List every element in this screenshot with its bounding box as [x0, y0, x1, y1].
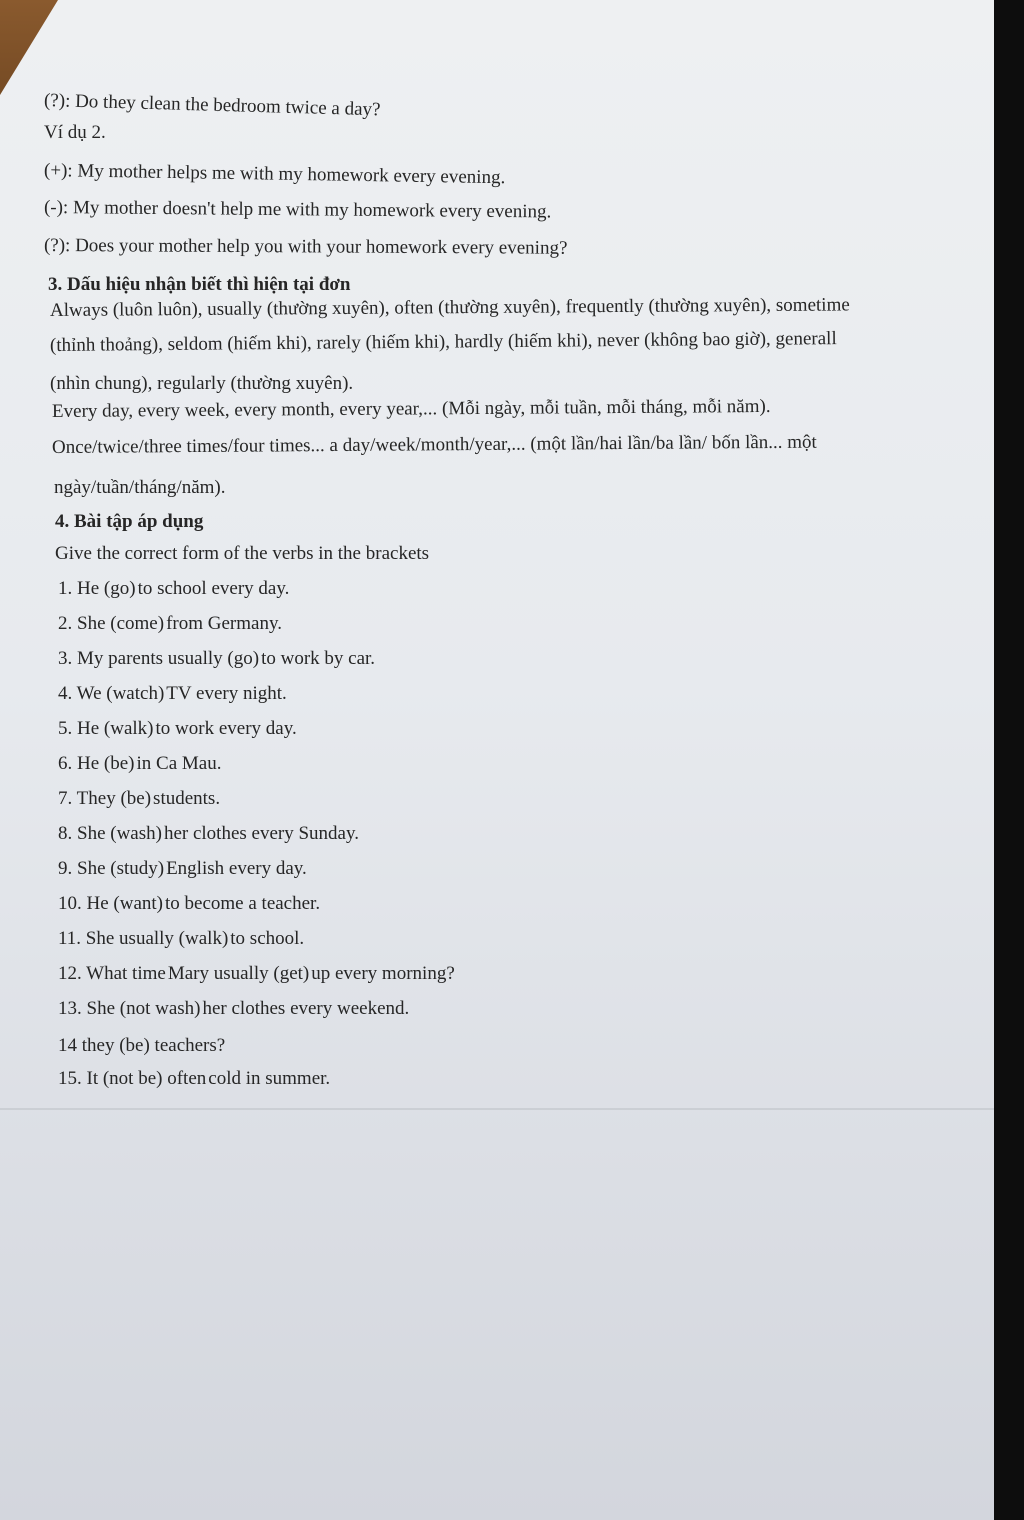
item-prompt: 1. He (go)	[58, 578, 136, 599]
item-middle: Mary usually (get)	[167, 963, 310, 984]
signal-words-line-2: (thỉnh thoảng), seldom (hiếm khi), rarely (hiếm khi), hardly (hiếm khi), never (không bao giờ), generall	[49, 328, 837, 356]
exercise-item-8	[58, 823, 359, 845]
item-prompt: 8. She (wash)	[58, 823, 162, 844]
exercise-item-10	[58, 893, 320, 915]
item-tail: TV every night.	[166, 683, 287, 704]
exercise-item-4	[58, 683, 287, 705]
exercise-item-11	[58, 928, 304, 950]
item-tail: up every morning?	[311, 963, 455, 984]
item-tail: to work by car.	[261, 648, 376, 669]
item-tail: cold in summer.	[208, 1068, 331, 1089]
exercise-item-2	[58, 613, 282, 635]
exercise-item-1	[58, 578, 289, 600]
item-tail: students.	[153, 788, 221, 809]
exercise-item-13	[58, 998, 409, 1020]
exercise-item-7	[58, 788, 220, 810]
signal-words-line-1: Always (luôn luôn), usually (thường xuyên), often (thường xuyên), frequently (thường xuyên), sometime	[49, 294, 850, 321]
exercise-item-14	[58, 1035, 225, 1057]
exercise-item-9	[58, 858, 307, 880]
example-positive: (+): My mother helps me with my homework every evening.	[43, 160, 506, 189]
item-prompt: 15. It (not be) often	[58, 1068, 207, 1089]
example-negative: (-): My mother doesn't help me with my homework every evening.	[43, 197, 552, 223]
item-tail: from Germany.	[166, 613, 282, 634]
item-tail: her clothes every Sunday.	[163, 823, 359, 844]
item-prompt: 12. What time	[58, 963, 166, 984]
item-prompt: 11. She usually (walk)	[58, 928, 229, 949]
item-prompt: 7. They (be)	[58, 788, 152, 809]
example-question-1: (?): Do they clean the bedroom twice a day?	[43, 90, 381, 121]
signal-frequency-line-1: Once/twice/three times/four times... a day/week/month/year,... (một lần/hai lần/ba lần/ bốn lần... một	[51, 431, 817, 458]
exercise-item-12	[58, 963, 455, 985]
exercise-item-5	[58, 718, 297, 740]
exercise-item-6	[58, 753, 221, 775]
item-tail: her clothes every weekend.	[202, 998, 410, 1019]
exercise-item-3	[58, 648, 375, 670]
item-prompt: 6. He (be)	[58, 753, 135, 774]
exercise-instruction: Give the correct form of the verbs in the brackets	[55, 543, 430, 564]
item-tail: to become a teacher.	[165, 893, 321, 914]
example-heading-2: Ví dụ 2.	[44, 122, 106, 143]
item-tail: to school.	[230, 928, 305, 949]
item-tail: English every day.	[166, 858, 307, 879]
signal-frequency-line-2: ngày/tuần/tháng/năm).	[54, 477, 226, 498]
section-3-heading: 3. Dấu hiệu nhận biết thì hiện tại đơn	[48, 274, 351, 295]
item-prompt: 9. She (study)	[58, 858, 165, 879]
item-prompt: 5. He (walk)	[58, 718, 154, 739]
signal-words-line-3: (nhìn chung), regularly (thường xuyên).	[50, 373, 354, 394]
exercise-item-15	[58, 1068, 330, 1090]
example-question-2: (?): Does your mother help you with your homework every evening?	[43, 235, 568, 259]
item-prompt: 14 they (be) teachers?	[58, 1035, 226, 1056]
item-tail: to work every day.	[155, 718, 297, 739]
signal-time-expressions: Every day, every week, every month, every year,... (Mỗi ngày, mỗi tuần, mỗi tháng, mỗi năm).	[51, 395, 771, 422]
item-prompt: 3. My parents usually (go)	[58, 648, 260, 669]
item-prompt: 13. She (not wash)	[58, 998, 201, 1019]
item-prompt: 4. We (watch)	[58, 683, 165, 704]
section-4-heading: 4. Bài tập áp dụng	[55, 511, 204, 532]
item-tail: in Ca Mau.	[136, 753, 222, 774]
item-prompt: 2. She (come)	[58, 613, 165, 634]
item-tail: to school every day.	[137, 578, 290, 599]
dark-edge	[994, 0, 1024, 1520]
item-prompt: 10. He (want)	[58, 893, 163, 914]
